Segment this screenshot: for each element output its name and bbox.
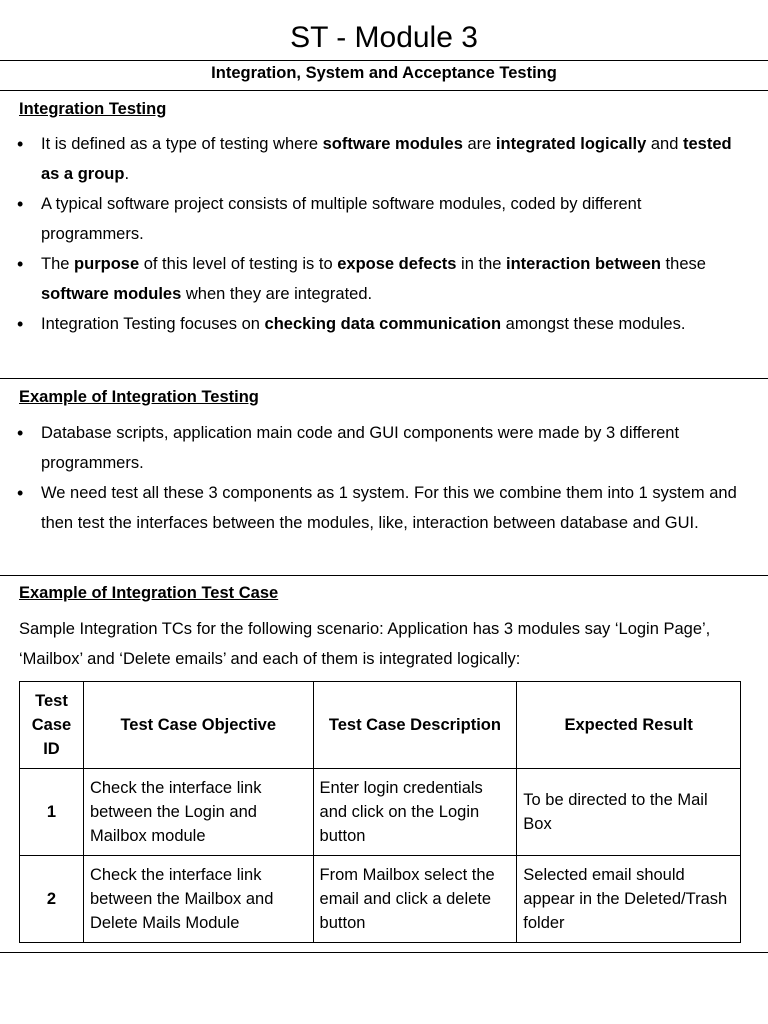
- bullet-item: • Database scripts, application main code and GUI components were made by 3 different programmers.: [0, 418, 741, 478]
- table-row: [20, 769, 741, 856]
- test-case-intro: Sample Integration TCs for the following scenario: Application has 3 modules say ‘Login Page’, ‘Mailbox’ and ‘Delete emails’ and each of them is integrated logically:: [19, 620, 711, 668]
- section-divider-1: [0, 378, 768, 379]
- table-row: [20, 856, 741, 943]
- column-header-expected-result: Expected Result: [517, 682, 741, 769]
- page-title: ST - Module 3: [290, 21, 478, 54]
- table-header-row: [20, 682, 741, 769]
- cell-description: From Mailbox select the email and click a delete button: [313, 856, 517, 943]
- cell-objective: Check the interface link between the Mailbox and Delete Mails Module: [83, 856, 313, 943]
- cell-description: Enter login credentials and click on the Login button: [313, 769, 517, 856]
- cell-expected-result: To be directed to the Mail Box: [517, 769, 741, 856]
- cell-objective: Check the interface link between the Login and Mailbox module: [83, 769, 313, 856]
- section-heading-example-test-case: Example of Integration Test Case: [19, 584, 279, 602]
- subtitle-rule: [0, 90, 768, 91]
- bullet-item: • The purpose of this level of testing is to expose defects in the interaction between these software modules when they are integrated.: [0, 249, 741, 309]
- cell-test-case-id: 1: [20, 769, 84, 856]
- test-case-table: [19, 681, 741, 943]
- column-header-description: Test Case Description: [313, 682, 517, 769]
- page-subtitle: Integration, System and Acceptance Testing: [211, 64, 557, 82]
- bullet-list-integration-testing: [0, 129, 741, 339]
- bullet-list-example-integration-testing: [0, 418, 741, 538]
- column-header-test-case-id: Test Case ID: [20, 682, 84, 769]
- section-divider-2: [0, 575, 768, 576]
- bullet-item: • We need test all these 3 components as 1 system. For this we combine them into 1 system and then test the interfaces between the modules, like, interaction between database and GUI.: [0, 478, 741, 538]
- title-rule: [0, 60, 768, 61]
- bullet-item: • A typical software project consists of multiple software modules, coded by different programmers.: [0, 189, 741, 249]
- bullet-item: • Integration Testing focuses on checking data communication amongst these modules.: [0, 309, 741, 339]
- section-divider-3: [0, 952, 768, 953]
- bullet-item: • It is defined as a type of testing where software modules are integrated logically and tested as a group.: [0, 129, 741, 189]
- section-heading-integration-testing: Integration Testing: [19, 100, 167, 118]
- cell-expected-result: Selected email should appear in the Deleted/Trash folder: [517, 856, 741, 943]
- column-header-objective: Test Case Objective: [83, 682, 313, 769]
- section-heading-example-integration-testing: Example of Integration Testing: [19, 388, 259, 406]
- cell-test-case-id: 2: [20, 856, 84, 943]
